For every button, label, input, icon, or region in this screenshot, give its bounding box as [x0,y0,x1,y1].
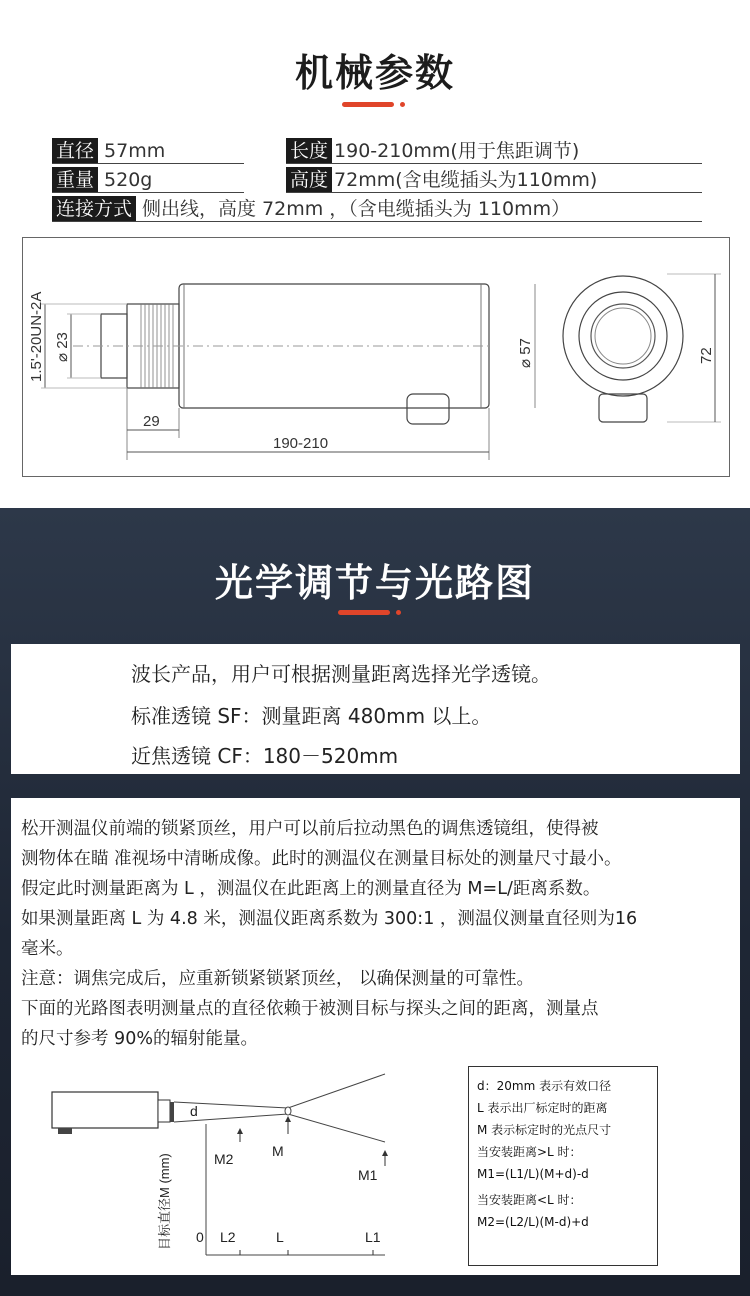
mechanical-drawing [22,237,730,477]
spec-value: 190-210mm(用于焦距调节) [334,140,580,162]
focus-info-line: 注意：调焦完成后，应重新锁紧锁紧顶丝， 以确保测量的可靠性。 [21,969,535,989]
inner-dia-label: ⌀ 23 [54,332,71,362]
spec-value: 72mm(含电缆插头为110mm) [334,169,598,191]
title-underline-dot [400,102,405,107]
label-l2: L2 [220,1229,236,1245]
label-m2: M2 [214,1151,234,1167]
end-view-outer [563,276,683,396]
section-title-mechanical: 机械参数 [294,51,455,95]
spec-connection [52,196,570,222]
spec-key: 高度 [286,167,332,193]
sensor-connector [58,1128,72,1134]
title-underline-dot [396,610,401,615]
label-y-axis: 目标直径M (mm) [157,1153,172,1250]
title-underline [342,102,394,107]
legend-line: d：20mm 表示有效口径 [477,1079,612,1093]
spec-key: 直径 [52,138,98,164]
label-d: d [190,1103,198,1119]
title-underline [338,610,390,615]
spec-underline [286,163,702,164]
thread-label: 1.5'-20UN-2A [28,291,45,382]
lens-info-line: 波长产品，用户可根据测量距离选择光学透镜。 [131,662,551,686]
height-label: 72 [698,347,715,364]
total-len-label: 190-210 [273,435,329,452]
focus-info-line: 松开测温仪前端的锁紧顶丝，用户可以前后拉动黑色的调焦透镜组，使得被 [21,819,599,839]
focus-info-line: 的尺寸参考 90%的辐射能量。 [21,1029,258,1049]
label-m: M [272,1143,284,1159]
label-m1: M1 [358,1167,378,1183]
legend-line: 当安装距离>L 时： [477,1145,582,1159]
beam-upper [174,1074,385,1108]
label-l: L [276,1229,284,1245]
focus-info-line: 测物体在瞄 准视场中清晰成像。此时的测温仪在测量目标处的测量尺寸最小。 [21,849,622,869]
sensor-lens [170,1102,174,1122]
spec-underline [52,221,702,222]
focus-info-line: 毫米。 [21,939,74,959]
sensor-body [52,1092,158,1128]
spec-value: 57mm [104,140,166,162]
focus-info-line: 如果测量距离 L 为 4.8 米，测温仪距离系数为 300:1 ，测温仪测量直径则为16 [21,909,638,929]
legend-line: M2=(L2/L)(M-d)+d [477,1215,589,1229]
mechanical-drawing-svg [23,238,729,476]
spec-underline [52,192,244,193]
spec-weight [52,167,152,193]
lens-info-line: 近焦透镜 CF：180－520mm [131,744,399,768]
focus-info-line: 下面的光路图表明测量点的直径依赖于被测目标与探头之间的距离，测量点 [21,999,599,1019]
legend-line: M1=(L1/L)(M+d)-d [477,1167,589,1181]
focus-info-line: 假定此时测量距离为 L ，测温仪在此距离上的测量直径为 M=L/距离系数。 [21,879,601,899]
spec-key: 重量 [52,167,98,193]
label-zero: 0 [196,1229,204,1245]
legend-line: M 表示标定时的光点尺寸 [477,1123,612,1137]
formula-legend [468,1066,658,1266]
mechanical-section [0,0,750,508]
legend-line: 当安装距离<L 时： [477,1193,582,1207]
section-title-optical: 光学调节与光路图 [214,561,535,605]
spec-key: 长度 [286,138,332,164]
spec-value: 侧出线，高度 72mm ，（含电缆插头为 110mm） [142,198,571,220]
connector-outline [407,394,449,424]
spec-diameter [52,138,165,164]
body-dia-label: ⌀ 57 [517,338,534,368]
optical-path-diagram [40,1070,400,1270]
spec-length [286,138,579,164]
lens-info-box [11,644,740,774]
sensor-thread [158,1100,170,1122]
spec-key: 连接方式 [52,196,136,222]
focus-spot [285,1107,291,1115]
spec-value: 520g [104,169,153,191]
front-len-label: 29 [143,413,160,430]
lens-info-line: 标准透镜 SF：测量距离 480mm 以上。 [131,704,492,728]
spec-height [286,167,597,193]
spec-underline [52,163,244,164]
legend-line: L 表示出厂标定时的距离 [477,1101,608,1115]
spec-underline [286,192,702,193]
label-l1: L1 [365,1229,381,1245]
